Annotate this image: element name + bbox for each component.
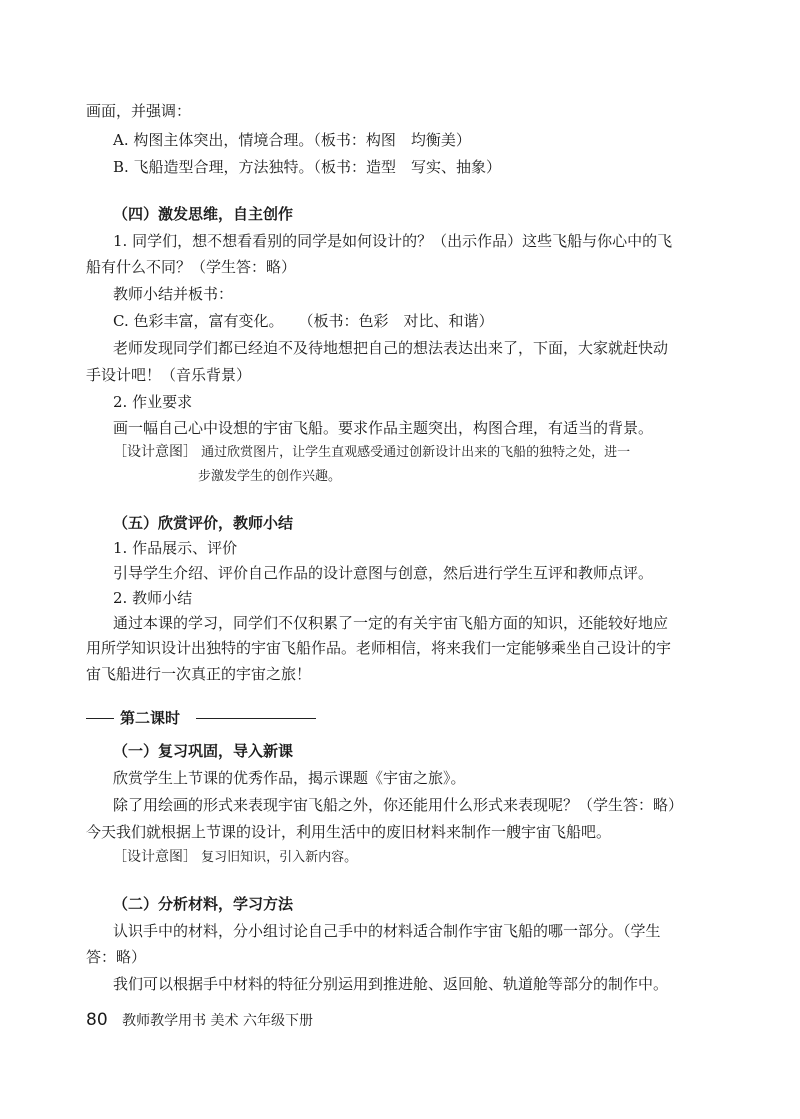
text-line: 手设计吧！（音乐背景）: [86, 366, 252, 384]
text-line: B. 飞船造型合理，方法独特。（板书：造型 写实、抽象）: [113, 158, 502, 176]
design-intent-note: [113, 846, 357, 869]
book-title: 教师教学用书 美术 六年级下册: [122, 1013, 313, 1029]
page-number: 80: [86, 1010, 108, 1030]
text-line: 1. 作品展示、评价: [113, 539, 238, 557]
text-line: 教师小结并板书：: [113, 285, 234, 303]
text-line: 用所学知识设计出独特的宇宙飞船作品。老师相信，将来我们一定能够乘坐自己设计的宇: [86, 639, 672, 657]
text-line: 我们可以根据手中材料的特征分别运用到推进舱、返回舱、轨道舱等部分的制作中。: [113, 975, 669, 993]
section-heading: （二）分析材料，学习方法: [113, 895, 294, 913]
text-line: 画面，并强调：: [86, 102, 192, 120]
text-line: 欣赏学生上节课的优秀作品，揭示课题《宇宙之旅》。: [113, 769, 466, 787]
text-line: 老师发现同学们都已经迫不及待地想把自己的想法表达出来了，下面，大家就赶快动: [113, 339, 669, 357]
text-line: 答：略）: [86, 948, 147, 966]
text-line: 宙飞船进行一次真正的宇宙之旅！: [86, 665, 312, 683]
text-line: 认识手中的材料，分小组讨论自己手中的材料适合制作宇宙飞船的哪一部分。（学生: [113, 922, 661, 940]
design-intent-text: 通过欣赏图片，让学生直观感受通过创新设计出来的飞船的独特之处，进一: [201, 445, 631, 460]
text-line: 画一幅自己心中设想的宇宙飞船。要求作品主题突出，构图合理，有适当的背景。: [113, 419, 654, 437]
text-line: 引导学生介绍、评价自己作品的设计意图与创意，然后进行学生互评和教师点评。: [113, 564, 654, 582]
design-intent-text: 复习旧知识，引入新内容。: [201, 850, 358, 865]
design-intent-text: 步激发学生的创作兴趣。: [198, 469, 342, 484]
text-line: 2. 教师小结: [113, 589, 193, 607]
design-intent-tag: ［设计意图］: [113, 849, 197, 865]
design-intent-note: [113, 441, 630, 464]
section-heading: （一）复习巩固，导入新课: [113, 742, 294, 760]
lesson-rule-left: [86, 718, 114, 719]
design-intent-tag: ［设计意图］: [113, 444, 197, 460]
text-line: A. 构图主体突出，情境合理。（板书：构图 均衡美）: [113, 131, 471, 149]
lesson-title: 第二课时: [120, 709, 181, 727]
section-heading: （四）激发思维，自主创作: [113, 205, 294, 223]
text-line: 除了用绘画的形式来表现宇宙飞船之外，你还能用什么形式来表现呢？（学生答：略）: [113, 796, 684, 814]
text-line: 2. 作业要求: [113, 393, 193, 411]
text-line: 通过本课的学习，同学们不仅积累了一定的有关宇宙飞船方面的知识，还能较好地应: [113, 614, 669, 632]
text-line: C. 色彩丰富，富有变化。 （板书：色彩 对比、和谐）: [113, 312, 494, 330]
page-footer: [86, 1010, 313, 1031]
text-line: 1. 同学们，想不想看看别的同学是如何设计的？（出示作品）这些飞船与你心中的飞: [113, 232, 673, 250]
lesson-rule-right: [196, 718, 316, 719]
text-line: 今天我们就根据上节课的设计，利用生活中的废旧材料来制作一艘宇宙飞船吧。: [86, 823, 612, 841]
section-heading: （五）欣赏评价，教师小结: [113, 514, 294, 532]
text-line: 船有什么不同？（学生答：略）: [86, 258, 297, 276]
